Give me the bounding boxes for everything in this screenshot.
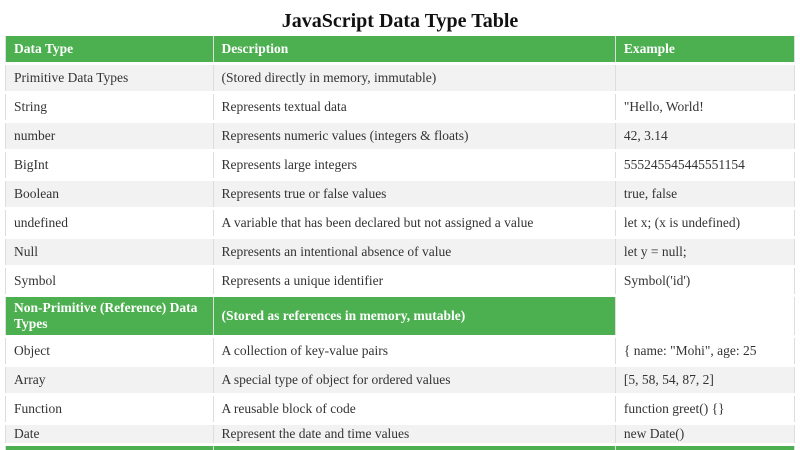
table-row	[6, 366, 795, 395]
table-row	[6, 180, 795, 209]
cell-example	[615, 445, 794, 450]
data-type-table	[5, 36, 795, 450]
cell-description: Represents numeric values (integers & floats)	[213, 122, 615, 151]
table-row	[6, 93, 795, 122]
cell-data-type: Symbol	[6, 267, 214, 296]
cell-description: Represents textual data	[213, 93, 615, 122]
cell-data-type: Non-Primitive (Reference) Data Types	[6, 296, 214, 337]
cell-data-type: number	[6, 122, 214, 151]
cell-data-type: Primitive Data Types	[6, 64, 214, 93]
cell-description: A collection of key-value pairs	[213, 337, 615, 366]
cell-description: (Stored directly in memory, immutable)	[213, 64, 615, 93]
cell-example	[615, 64, 794, 93]
table-header	[6, 36, 795, 64]
cell-example: "Hello, World!	[615, 93, 794, 122]
table-row	[6, 238, 795, 267]
cell-example: 42, 3.14	[615, 122, 794, 151]
cell-example: let x; (x is undefined)	[615, 209, 794, 238]
cell-example: true, false	[615, 180, 794, 209]
cell-description: A reusable block of code	[213, 395, 615, 424]
table-row	[6, 64, 795, 93]
table-row	[6, 151, 795, 180]
table-row	[6, 209, 795, 238]
cell-description: A special type of object for ordered values	[213, 366, 615, 395]
column-header-example: Example	[615, 36, 794, 64]
column-header-description: Description	[213, 36, 615, 64]
cell-data-type: Array	[6, 366, 214, 395]
cell-data-type: Function	[6, 395, 214, 424]
table-row	[6, 267, 795, 296]
page-title: JavaScript Data Type Table	[281, 10, 519, 32]
table-row	[6, 122, 795, 151]
cell-example: [5, 58, 54, 87, 2]	[615, 366, 794, 395]
cell-description: Represents large integers	[213, 151, 615, 180]
cell-example: Symbol('id')	[615, 267, 794, 296]
cell-data-type: Null	[6, 238, 214, 267]
cell-example: new Date()	[615, 424, 794, 445]
table-row	[6, 424, 795, 445]
cell-description: (Stored as references in memory, mutable)	[213, 296, 615, 337]
cell-data-type: undefined	[6, 209, 214, 238]
cell-example: 555245545445551154	[615, 151, 794, 180]
table-row	[6, 337, 795, 366]
header-row	[6, 36, 795, 64]
cell-data-type: Date	[6, 424, 214, 445]
table-body	[6, 64, 795, 450]
cell-example: { name: "Mohi", age: 25	[615, 337, 794, 366]
cell-description: Represents a unique identifier	[213, 267, 615, 296]
cell-data-type: Object	[6, 337, 214, 366]
cell-example: let y = null;	[615, 238, 794, 267]
cell-description	[213, 445, 615, 450]
cell-example: function greet() {}	[615, 395, 794, 424]
cell-description: Represents an intentional absence of value	[213, 238, 615, 267]
cell-data-type	[6, 445, 214, 450]
section-row-non-primitive	[6, 296, 795, 337]
column-header-data-type: Data Type	[6, 36, 214, 64]
cell-description: Represents true or false values	[213, 180, 615, 209]
cell-description: A variable that has been declared but not assigned a value	[213, 209, 615, 238]
cell-description: Represent the date and time values	[213, 424, 615, 445]
cell-data-type: Boolean	[6, 180, 214, 209]
table-row	[6, 395, 795, 424]
cell-data-type: BigInt	[6, 151, 214, 180]
next-section-row-clipped	[6, 445, 795, 450]
cell-data-type: String	[6, 93, 214, 122]
cell-example	[615, 296, 794, 337]
